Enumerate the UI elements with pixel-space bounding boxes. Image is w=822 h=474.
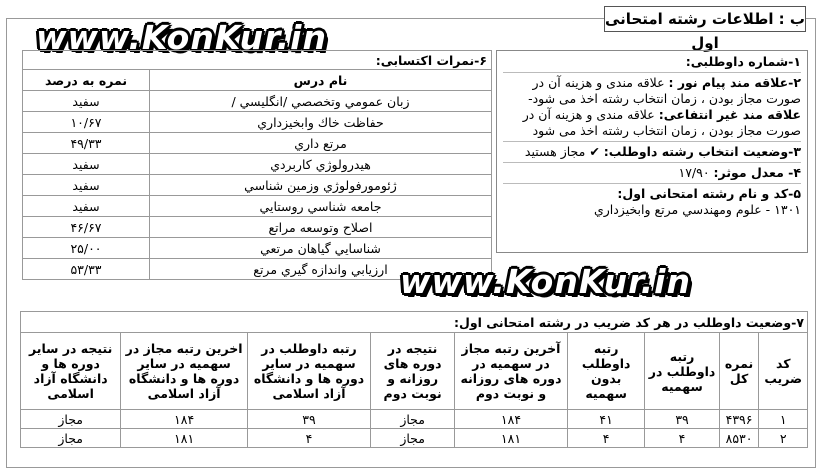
grades-table bbox=[22, 50, 492, 280]
field-code-value: ۱۳۰۱ - علوم ومهندسي مرتع وابخيزداري bbox=[593, 202, 801, 217]
field-code-label: ۵-کد و نام رشته امتحانی اول: bbox=[617, 186, 801, 201]
course-name-header: نام درس bbox=[150, 70, 492, 91]
course-name: اصلاح وتوسعه مراتع bbox=[150, 217, 492, 238]
status-caption: ۷-وضعیت داوطلب در هر کد ضریب در رشته امتحانی اول: bbox=[21, 312, 808, 333]
cell: ۴ bbox=[645, 429, 719, 448]
course-name: شناسايي گياهان مرتعي bbox=[150, 238, 492, 259]
coef-code-header: کد ضریب bbox=[759, 333, 808, 410]
course-name: مرتع داري bbox=[150, 133, 492, 154]
cell: ۸۵۳۰ bbox=[719, 429, 759, 448]
cell: ۴۱ bbox=[567, 410, 645, 429]
course-score: ۵۳/۳۳ bbox=[23, 259, 150, 280]
non-profit-text: علاقه مندی و هزینه آن در صورت مجاز بودن ، زمان انتخاب رشته اخذ می شود bbox=[522, 107, 801, 138]
quota-rank-header: رتبه داوطلب در سهمیه bbox=[645, 333, 719, 410]
course-score: سفيد bbox=[23, 91, 150, 112]
cell: ۱ bbox=[759, 410, 808, 429]
cell: مجاز bbox=[371, 410, 455, 429]
result-day-header: نتیجه در دوره های روزانه و نوبت دوم bbox=[371, 333, 455, 410]
cell: ۱۸۱ bbox=[455, 429, 568, 448]
cell: ۱۸۱ bbox=[121, 429, 248, 448]
gpa-value: ۱۷/۹۰ bbox=[678, 165, 710, 180]
section-title: ب : اطلاعات رشته امتحانی اول bbox=[604, 6, 806, 32]
selection-status-value: مجاز هستید bbox=[524, 144, 586, 159]
course-name: ژئومورفولوژي وزمين شناسي bbox=[150, 175, 492, 196]
cell: ۱۸۴ bbox=[455, 410, 568, 429]
cell: مجاز bbox=[21, 410, 121, 429]
table-row bbox=[23, 133, 492, 154]
quota-rank-other-header: رتبه داوطلب در سهمیه در سایر دوره ها و دانشگاه آزاد اسلامی bbox=[247, 333, 370, 410]
payam-noor-label: ۲-علاقه مند پیام نور : bbox=[668, 75, 801, 90]
cell: ۴۳۹۶ bbox=[719, 410, 759, 429]
table-row bbox=[23, 196, 492, 217]
grades-caption: ۶-نمرات اکتسابی: bbox=[23, 51, 492, 70]
course-score: سفيد bbox=[23, 196, 150, 217]
cell: مجاز bbox=[371, 429, 455, 448]
cell: مجاز bbox=[21, 429, 121, 448]
score-header: نمره به درصد bbox=[23, 70, 150, 91]
course-name: ارزيابي واندازه گيري مرتع bbox=[150, 259, 492, 280]
watermark-middle: www.KonKur.in bbox=[400, 262, 691, 301]
cell: ۴ bbox=[567, 429, 645, 448]
rank-no-quota-header: رتبه داوطلب بدون سهمیه bbox=[567, 333, 645, 410]
watermark-top: www.KonKur.in bbox=[36, 18, 327, 57]
gpa-label: ۴- معدل موثر: bbox=[713, 165, 801, 180]
cell: ۱۸۴ bbox=[121, 410, 248, 429]
payam-noor-text: علاقه مندی و هزینه آن در صورت مجاز بودن ، زمان انتخاب رشته اخذ می شود- bbox=[528, 75, 801, 106]
course-score: سفيد bbox=[23, 154, 150, 175]
status-table bbox=[20, 311, 808, 448]
table-row bbox=[23, 112, 492, 133]
course-score: ۲۵/۰۰ bbox=[23, 238, 150, 259]
result-other-header: نتیجه در سایر دوره ها و دانشگاه آزاد اسلامی bbox=[21, 333, 121, 410]
cell: ۳۹ bbox=[645, 410, 719, 429]
cell: ۲ bbox=[759, 429, 808, 448]
course-score: ۴۶/۶۷ bbox=[23, 217, 150, 238]
cell: ۳۹ bbox=[247, 410, 370, 429]
applicant-info-box bbox=[496, 50, 808, 253]
total-score-header: نمره کل bbox=[719, 333, 759, 410]
selection-status-label: ۳-وضعیت انتخاب رشته داوطلب: bbox=[603, 144, 801, 159]
check-icon: ✔ bbox=[589, 144, 600, 159]
cell: ۴ bbox=[247, 429, 370, 448]
last-allowed-rank-day-header: آخرین رتبه مجاز در سهمیه در دوره های روزانه و نوبت دوم bbox=[455, 333, 568, 410]
table-row bbox=[21, 410, 808, 429]
course-score: ۴۹/۳۳ bbox=[23, 133, 150, 154]
table-row bbox=[23, 238, 492, 259]
table-row bbox=[23, 217, 492, 238]
course-score: ۱۰/۶۷ bbox=[23, 112, 150, 133]
course-name: حفاظت خاك وابخيزداري bbox=[150, 112, 492, 133]
table-row bbox=[23, 91, 492, 112]
non-profit-label: علاقه مند غیر انتفاعی: bbox=[658, 107, 801, 122]
table-row bbox=[23, 175, 492, 196]
course-name: هيدرولوژي كاربردي bbox=[150, 154, 492, 175]
table-row bbox=[23, 154, 492, 175]
last-allowed-rank-other-header: اخرین رتبه مجاز در سهمیه در سایر دوره ها و دانشگاه آزاد اسلامی bbox=[121, 333, 248, 410]
table-row bbox=[21, 429, 808, 448]
course-score: سفيد bbox=[23, 175, 150, 196]
course-name: جامعه شناسي روستايي bbox=[150, 196, 492, 217]
course-name: زبان عمومي وتخصصي /انگليسي / bbox=[150, 91, 492, 112]
applicant-number-label: ۱-شماره داوطلبی: bbox=[685, 54, 801, 69]
